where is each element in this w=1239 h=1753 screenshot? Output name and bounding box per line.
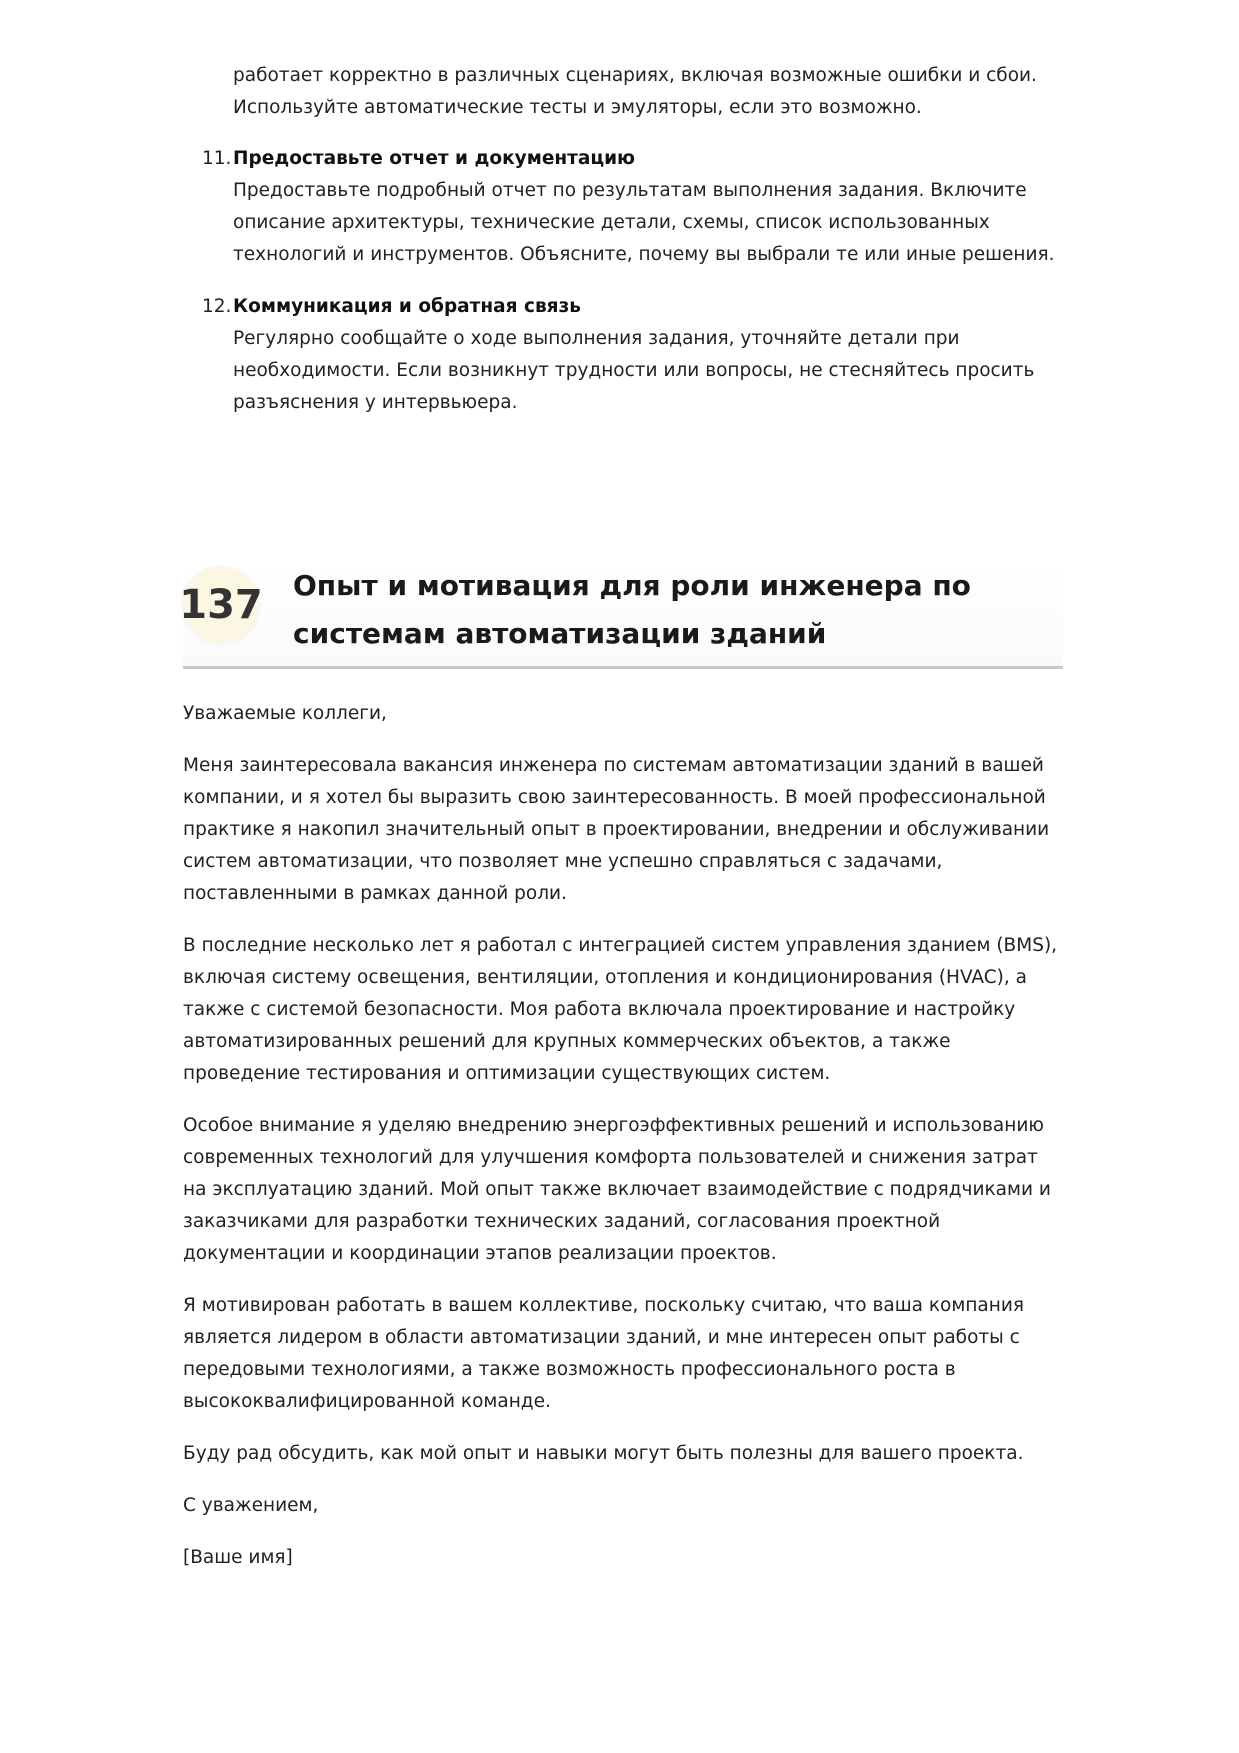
letter-signature: [Ваше имя] — [183, 1547, 293, 1568]
letter-paragraph: Меня заинтересовала вакансия инженера по системам автоматизации зданий в вашей компании, и я хотел бы выразить свою заинтересованность. В моей профессиональной практике я накопил значительный опыт в проектировании, внедрении и обслуживании систем автоматизации, что позволяет мне успешно справляться с задачами, поставленными в рамках данной роли. — [183, 755, 1050, 904]
letter-paragraph: В последние несколько лет я работал с интеграцией систем управления зданием (BMS), включая систему освещения, вентиляции, отопления и кондиционирования (HVAC), а также с системой безопасности. Моя работа включала проектирование и настройку автоматизированных решений для крупных коммерческих объектов, а также проведение тестирования и оптимизации существующих систем. — [183, 935, 1058, 1084]
list-item-continuation — [233, 60, 1063, 124]
section-title: Опыт и мотивация для роли инженера по системам автоматизации зданий — [293, 569, 971, 650]
list-item-description: Предоставьте подробный отчет по результатам выполнения задания. Включите описание архитектуры, технические детали, схемы, список использованных технологий и инструментов. Объясните, почему вы выбрали те или иные решения. — [233, 180, 1055, 265]
list-item-title: Коммуникация и обратная связь — [233, 296, 581, 317]
list-item — [183, 291, 1063, 419]
continuation-line: Используйте автоматические тесты и эмуляторы, если это возможно. — [233, 97, 922, 118]
list-item-title: Предоставьте отчет и документацию — [233, 148, 636, 169]
letter-paragraph: Буду рад обсудить, как мой опыт и навыки могут быть полезны для вашего проекта. — [183, 1443, 1024, 1464]
letter-greeting: Уважаемые коллеги, — [183, 703, 387, 724]
list-item-number: 11. — [202, 148, 232, 169]
letter-body — [183, 698, 1063, 1594]
list-item-number: 12. — [202, 296, 232, 317]
numbered-list — [183, 143, 1063, 439]
list-item-description: Регулярно сообщайте о ходе выполнения задания, уточняйте детали при необходимости. Если возникнут трудности или вопросы, не стесняйтесь просить разъяснения у интервьюера. — [233, 328, 1035, 413]
letter-paragraph: Я мотивирован работать в вашем коллективе, поскольку считаю, что ваша компания является лидером в области автоматизации зданий, и мне интересен опыт работы с передовыми технологиями, а также возможность профессионального роста в высококвалифицированной команде. — [183, 1295, 1025, 1412]
section-number-badge — [179, 567, 263, 643]
section-header — [179, 560, 1063, 669]
section-number: 137 — [179, 582, 263, 628]
letter-closing: С уважением, — [183, 1495, 319, 1516]
continuation-line: работает корректно в различных сценариях, включая возможные ошибки и сбои. — [233, 65, 1037, 86]
list-item — [183, 143, 1063, 271]
letter-paragraph: Особое внимание я уделяю внедрению энергоэффективных решений и использованию современных технологий для улучшения комфорта пользователей и снижения затрат на эксплуатацию зданий. Мой опыт также включает взаимодействие с подрядчиками и заказчиками для разработки технических заданий, согласования проектной документации и координации этапов реализации проектов. — [183, 1115, 1051, 1264]
